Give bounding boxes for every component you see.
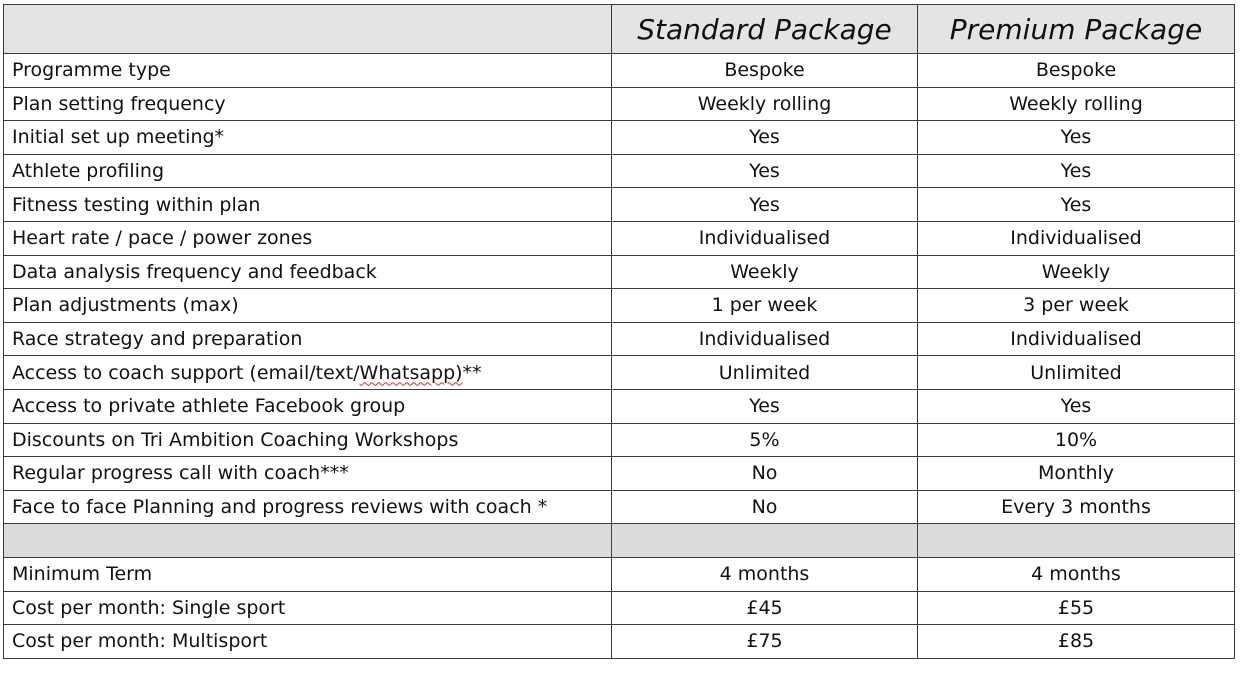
premium-value: Weekly (918, 255, 1235, 289)
table-row (4, 322, 1235, 356)
standard-value: Yes (612, 121, 918, 155)
package-comparison-table (3, 4, 1235, 659)
table-row (4, 457, 1235, 491)
table-row (4, 121, 1235, 155)
standard-value: Yes (612, 389, 918, 423)
table-row (4, 490, 1235, 524)
standard-value: 1 per week (612, 289, 918, 323)
feature-label: Heart rate / pace / power zones (4, 221, 612, 255)
pricing-label: Cost per month: Multisport (4, 625, 612, 659)
feature-label: Data analysis frequency and feedback (4, 255, 612, 289)
table-row (4, 289, 1235, 323)
standard-value: 5% (612, 423, 918, 457)
feature-label-prefix: Access to coach support (email/text/ (12, 361, 360, 384)
standard-value: Yes (612, 188, 918, 222)
feature-label: Access to private athlete Facebook group (4, 389, 612, 423)
standard-value: Unlimited (612, 356, 918, 390)
feature-label: Fitness testing within plan (4, 188, 612, 222)
premium-price: £55 (918, 591, 1235, 625)
standard-value: Weekly rolling (612, 87, 918, 121)
feature-label-suffix: ** (462, 361, 482, 384)
standard-value: Bespoke (612, 54, 918, 88)
standard-value: No (612, 457, 918, 491)
feature-label (4, 356, 612, 390)
table-row (4, 188, 1235, 222)
spellcheck-underlined-word: Whatsapp) (359, 361, 463, 384)
table-row (4, 389, 1235, 423)
header-standard-package: Standard Package (612, 5, 918, 54)
table-header-row (4, 5, 1235, 54)
feature-label: Race strategy and preparation (4, 322, 612, 356)
premium-value: Individualised (918, 221, 1235, 255)
premium-value: Yes (918, 154, 1235, 188)
feature-label: Plan setting frequency (4, 87, 612, 121)
premium-value: Every 3 months (918, 490, 1235, 524)
premium-value: Monthly (918, 457, 1235, 491)
standard-value: No (612, 490, 918, 524)
premium-value: Weekly rolling (918, 87, 1235, 121)
feature-label: Initial set up meeting* (4, 121, 612, 155)
pricing-row (4, 591, 1235, 625)
premium-value: Individualised (918, 322, 1235, 356)
header-premium-package: Premium Package (918, 5, 1235, 54)
feature-label: Athlete profiling (4, 154, 612, 188)
feature-label: Discounts on Tri Ambition Coaching Workshops (4, 423, 612, 457)
table-row (4, 356, 1235, 390)
premium-price: £85 (918, 625, 1235, 659)
table-row (4, 154, 1235, 188)
feature-label: Programme type (4, 54, 612, 88)
pricing-row (4, 557, 1235, 591)
separator-cell (4, 524, 612, 558)
standard-value: Individualised (612, 322, 918, 356)
premium-value: Yes (918, 188, 1235, 222)
standard-price: £45 (612, 591, 918, 625)
standard-value: Yes (612, 154, 918, 188)
separator-cell (918, 524, 1235, 558)
pricing-label: Minimum Term (4, 557, 612, 591)
table-row (4, 423, 1235, 457)
standard-price: 4 months (612, 557, 918, 591)
pricing-row (4, 625, 1235, 659)
table-row (4, 221, 1235, 255)
premium-value: Yes (918, 121, 1235, 155)
separator-cell (612, 524, 918, 558)
standard-value: Weekly (612, 255, 918, 289)
pricing-label: Cost per month: Single sport (4, 591, 612, 625)
table-row (4, 54, 1235, 88)
feature-label: Face to face Planning and progress reviews with coach * (4, 490, 612, 524)
table-row (4, 255, 1235, 289)
feature-label: Regular progress call with coach*** (4, 457, 612, 491)
premium-value: 3 per week (918, 289, 1235, 323)
premium-value: 10% (918, 423, 1235, 457)
table-row (4, 87, 1235, 121)
standard-price: £75 (612, 625, 918, 659)
premium-value: Yes (918, 389, 1235, 423)
premium-value: Unlimited (918, 356, 1235, 390)
premium-value: Bespoke (918, 54, 1235, 88)
feature-label: Plan adjustments (max) (4, 289, 612, 323)
standard-value: Individualised (612, 221, 918, 255)
header-blank-cell (4, 5, 612, 54)
separator-row (4, 524, 1235, 558)
premium-price: 4 months (918, 557, 1235, 591)
